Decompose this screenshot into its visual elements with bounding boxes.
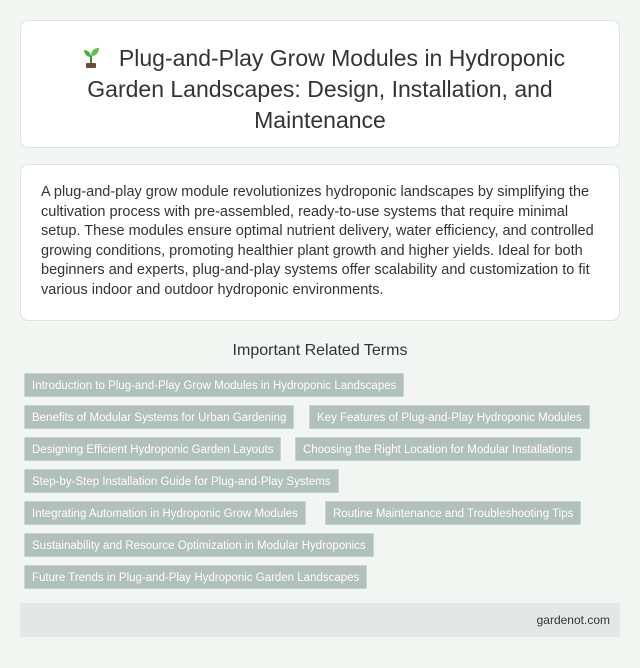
related-term-tag[interactable]: Introduction to Plug-and-Play Grow Modules in Hydroponic Landscapes bbox=[24, 373, 404, 397]
page-title-text: Plug-and-Play Grow Modules in Hydroponic Garden Landscapes: Design, Installation, and Maintenance bbox=[87, 45, 566, 133]
title-card bbox=[20, 20, 620, 148]
related-term-tag[interactable]: Benefits of Modular Systems for Urban Gardening bbox=[24, 405, 294, 429]
description-text: A plug-and-play grow module revolutionizes hydroponic landscapes by simplifying the cultivation process with pre-assembled, ready-to-use systems that require minimal setup. These modules ensure optimal nutrient delivery, water efficiency, and controlled growing conditions, promoting healthier plant growth and higher yields. Ideal for both beginners and experts, plug-and-play systems offer scalability and customization to fit various indoor and outdoor hydroponic environments. bbox=[41, 184, 594, 298]
related-term-tag[interactable]: Key Features of Plug-and-Play Hydroponic Modules bbox=[309, 405, 590, 429]
related-term-tag[interactable]: Designing Efficient Hydroponic Garden Layouts bbox=[24, 437, 281, 461]
related-term-tag[interactable]: Sustainability and Resource Optimization in Modular Hydroponics bbox=[24, 533, 374, 557]
description-card bbox=[20, 164, 620, 321]
related-terms-heading: Important Related Terms bbox=[232, 342, 408, 359]
footer bbox=[20, 603, 620, 637]
sprout-icon bbox=[75, 46, 107, 68]
page-title bbox=[51, 43, 589, 136]
related-term-tag[interactable]: Integrating Automation in Hydroponic Grow Modules bbox=[24, 501, 306, 525]
related-term-tag[interactable]: Step-by-Step Installation Guide for Plug-and-Play Systems bbox=[24, 469, 339, 493]
related-term-tag[interactable]: Choosing the Right Location for Modular Installations bbox=[295, 437, 581, 461]
related-term-tag[interactable]: Future Trends in Plug-and-Play Hydroponic Garden Landscapes bbox=[24, 565, 367, 589]
footer-site-link[interactable]: gardenot.com bbox=[536, 613, 610, 627]
related-term-tag[interactable]: Routine Maintenance and Troubleshooting Tips bbox=[325, 501, 581, 525]
